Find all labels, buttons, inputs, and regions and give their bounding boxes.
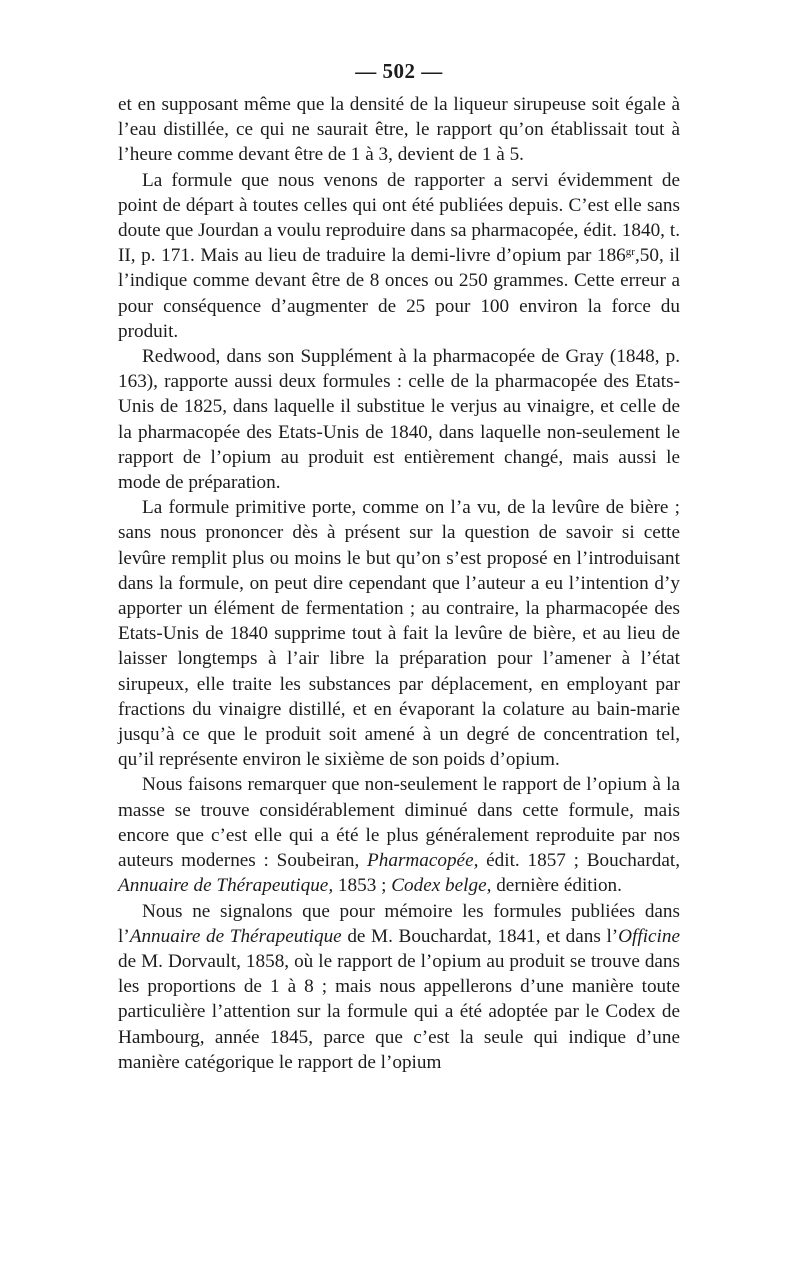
- text-run: édit. 1857 ; Bouchardat,: [478, 850, 680, 872]
- paragraph: [118, 92, 680, 168]
- paragraph: [118, 772, 680, 898]
- text-run: dernière édition.: [491, 875, 622, 897]
- page-number: — 502 —: [355, 59, 443, 83]
- text-run: et en supposant même que la densité de la liqueur sirupeuse soit égale à l’eau distillée, ce qui ne saurait être, le rapport qu’on établissait tout à l’heure comme devant être de 1 à 3, devient de 1 à 5.: [118, 94, 680, 166]
- paragraph: [118, 495, 680, 772]
- document-page: [118, 54, 680, 1075]
- paragraph: [118, 344, 680, 495]
- text-run: Nous ne signalons que pour mémoire les formules publiées dans l’: [118, 900, 680, 947]
- text-run: ,50, il l’indique comme devant être de 8 onces ou 250 grammes. Cette erreur a pour conséquence d’augmenter de 25 pour 100 environ la force du produit.: [118, 245, 680, 342]
- text-run: de M. Dorvault, 1858, où le rapport de l’opium au produit se trouve dans les proportions de 1 à 8 ; mais nous appellerons d’une manière toute particulière l’attention sur la formule qui a été adoptée par le Codex de Hambourg, année 1845, parce que c’est la seule qui indique d’une manière catégorique le rapport de l’opium: [118, 950, 680, 1073]
- text-run: La formule primitive porte, comme on l’a vu, de la levûre de bière ; sans nous prononcer dès à présent sur la question de savoir si cette levûre remplit plus ou moins le but qu’on s’est proposé en l’introduisant dans la formule, on peut dire cependant que l’auteur a eu l’intention d’y apporter un élément de fermentation ; au contraire, la pharmacopée des Etats-Unis de 1840 supprime tout à fait la levûre de bière, et au lieu de laisser longtemps à l’air libre la préparation pour l’amener à l’état sirupeux, elle traite les substances par déplacement, en employant par fractions du vinaigre distillé, et en évaporant la colature au bain-marie jusqu’à ce que le produit soit amené à un degré de concentration tel, qu’il représente environ le sixième de son poids d’opium.: [118, 497, 680, 771]
- text-run: 1853 ;: [333, 875, 392, 897]
- text-run: La formule que nous venons de rapporter a servi évidemment de point de départ à toutes celles qui ont été publiées depuis. C’est elle sans doute que Jourdan a voulu reproduire dans sa pharmacopée, édit. 1840, t. II, p. 171. Mais au lieu de traduire la demi-livre d’opium par 186: [118, 169, 680, 267]
- paragraph: [118, 899, 680, 1075]
- superscript-unit: gr: [625, 246, 635, 259]
- italic-title: Pharmacopée,: [367, 850, 479, 872]
- italic-title: Codex belge,: [391, 875, 492, 897]
- text-run: Redwood, dans son Supplément à la pharmacopée de Gray (1848, p. 163), rapporte aussi deux formules : celle de la pharmacopée des Etats-Unis de 1825, dans laquelle il substitue le verjus au vinaigre, et celle de la pharmacopée des Etats-Unis de 1840, dans laquelle non-seulement le rapport de l’opium au produit est entièrement changé, mais aussi le mode de préparation.: [118, 346, 680, 494]
- italic-title: Officine: [618, 925, 680, 947]
- paragraph: [118, 168, 680, 344]
- text-run: Nous faisons remarquer que non-seulement le rapport de l’opium à la masse se trouve considérablement diminué dans cette formule, mais encore que c’est elle qui a été le plus généralement reproduite par nos auteurs modernes : Soubeiran,: [118, 774, 680, 872]
- italic-title: Annuaire de Thérapeutique: [129, 925, 342, 947]
- italic-title: Annuaire de Thérapeutique,: [118, 875, 334, 897]
- text-run: de M. Bouchardat, 1841, et dans l’: [341, 925, 619, 947]
